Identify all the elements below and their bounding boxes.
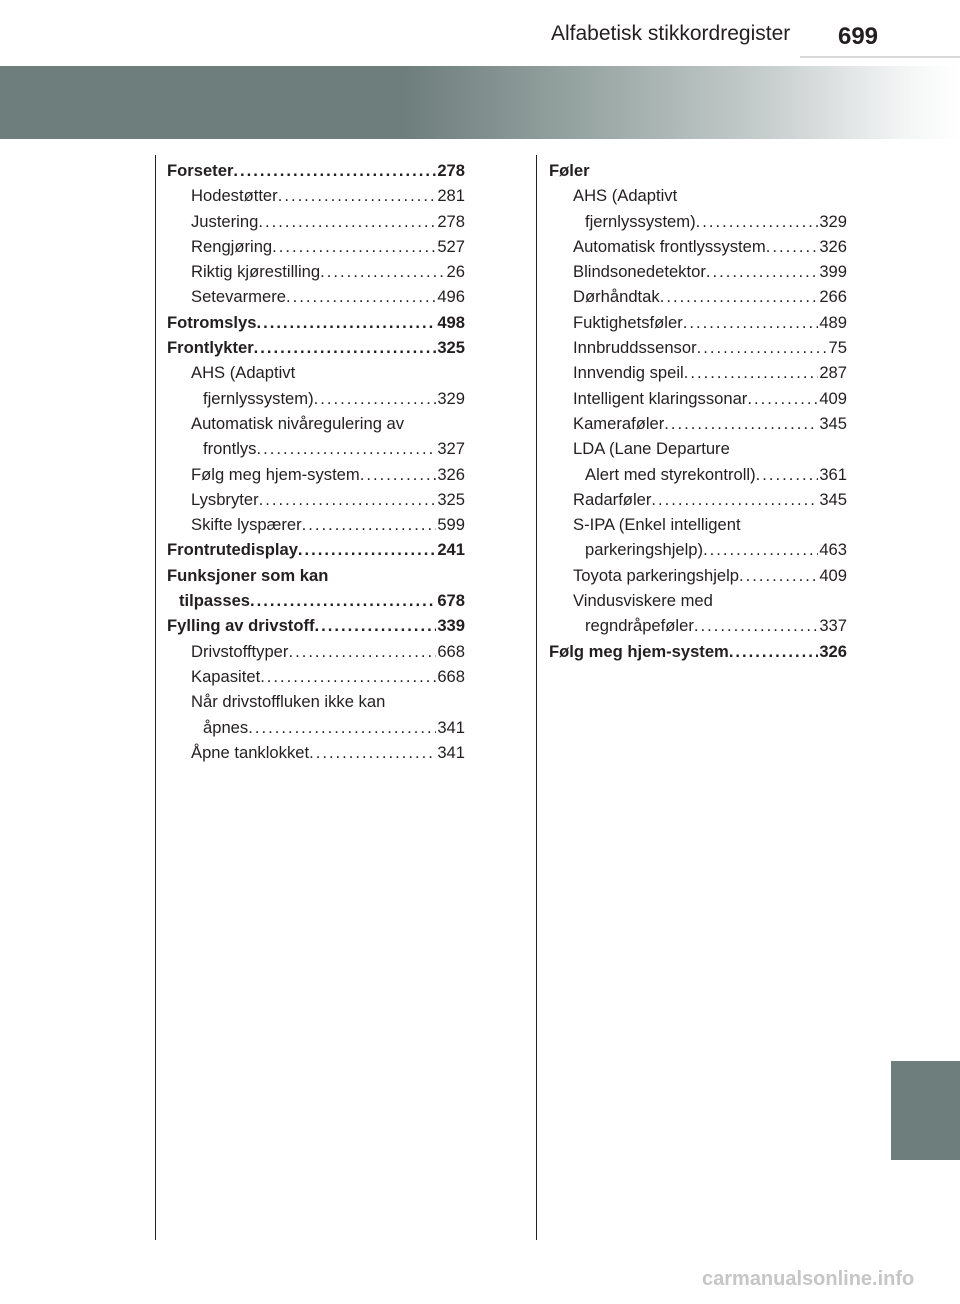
index-entry-page: 345 — [819, 413, 847, 433]
index-entry — [549, 487, 847, 512]
index-entry — [549, 360, 847, 385]
index-entry-page: 329 — [437, 388, 465, 408]
index-entry-line: AHS (Adaptivt — [191, 363, 296, 383]
index-entry-label: Frontlykter — [167, 338, 254, 358]
index-column-right — [549, 158, 847, 664]
dot-leader — [256, 436, 436, 461]
index-entry-label: Justering — [191, 211, 259, 231]
index-entry-page: 345 — [819, 489, 847, 509]
index-entry — [549, 462, 847, 487]
index-entry — [167, 740, 465, 765]
index-entry — [549, 284, 847, 309]
dot-leader — [298, 537, 436, 562]
index-entry-page: 287 — [819, 363, 847, 383]
index-entry-line: LDA (Lane Departure — [573, 439, 730, 459]
column-rule-left — [155, 155, 156, 1240]
index-entry-page: 409 — [819, 565, 847, 585]
index-entry-page: 327 — [437, 439, 465, 459]
index-entry — [167, 613, 465, 638]
dot-leader — [747, 386, 818, 411]
index-entry-label: Kapasitet — [191, 666, 261, 686]
dot-leader — [683, 310, 819, 335]
index-entry — [167, 537, 465, 562]
index-entry-page: 266 — [819, 287, 847, 307]
index-entry-page: 325 — [437, 489, 465, 509]
dot-leader — [651, 487, 818, 512]
index-entry — [549, 613, 847, 638]
index-entry-label: åpnes — [203, 717, 249, 737]
running-header-title: Alfabetisk stikkordregister — [551, 22, 791, 45]
index-entry-label: Lysbryter — [191, 489, 259, 509]
dot-leader — [694, 613, 818, 638]
index-entry-label: Følg meg hjem-system — [191, 464, 360, 484]
dot-leader — [320, 259, 445, 284]
index-entry — [549, 411, 847, 436]
dot-leader — [315, 613, 437, 638]
index-entry-page: 75 — [828, 338, 847, 358]
index-entry — [167, 487, 465, 512]
index-entry-page: 599 — [437, 515, 465, 535]
index-entry-page: 329 — [819, 211, 847, 231]
dot-leader — [703, 537, 818, 562]
index-entry-page: 399 — [819, 262, 847, 282]
index-entry-label: Åpne tanklokket — [191, 742, 310, 762]
dot-leader — [302, 512, 437, 537]
index-entry-label: Følg meg hjem-system — [549, 641, 729, 661]
index-entry — [167, 588, 465, 613]
index-entry-page: 26 — [446, 262, 465, 282]
index-entry-label: Skifte lyspærer — [191, 515, 302, 535]
index-entry — [167, 639, 465, 664]
dot-leader — [664, 411, 818, 436]
index-entry — [167, 310, 465, 335]
dot-leader — [739, 563, 818, 588]
index-entry — [549, 259, 847, 284]
index-entry-label: frontlys — [203, 439, 257, 459]
index-entry — [167, 158, 465, 183]
index-entry-line: AHS (Adaptivt — [573, 186, 678, 206]
index-entry-label: Intelligent klaringssonar — [573, 388, 748, 408]
index-entry-page: 668 — [437, 641, 465, 661]
index-entry-label: Kameraføler — [573, 413, 665, 433]
dot-leader — [309, 740, 436, 765]
header-banner — [0, 66, 960, 139]
index-entry-line: Funksjoner som kan — [167, 565, 329, 585]
index-entry-label: Riktig kjørestilling — [191, 262, 321, 282]
index-entry-line: S-IPA (Enkel intelligent — [573, 515, 741, 535]
index-column-left — [167, 158, 465, 765]
index-entry-page: 463 — [819, 540, 847, 560]
dot-leader — [272, 234, 436, 259]
index-entry-page: 337 — [819, 616, 847, 636]
index-entry-page: 341 — [437, 742, 465, 762]
dot-leader — [729, 639, 819, 664]
index-entry-page: 668 — [437, 666, 465, 686]
dot-leader — [259, 487, 437, 512]
index-entry-page: 678 — [437, 591, 465, 611]
index-entry — [167, 259, 465, 284]
index-entry-page: 496 — [437, 287, 465, 307]
index-entry — [549, 209, 847, 234]
index-entry — [167, 462, 465, 487]
index-entry-label: fjernlyssystem) — [585, 211, 696, 231]
dot-leader — [286, 284, 436, 309]
dot-leader — [278, 183, 437, 208]
index-entry-label: Automatisk frontlyssystem — [573, 236, 766, 256]
index-entry-label: Drivstofftyper — [191, 641, 289, 661]
index-entry — [167, 386, 465, 411]
dot-leader — [696, 209, 819, 234]
index-entry-page: 489 — [819, 312, 847, 332]
index-entry-label: Setevarmere — [191, 287, 286, 307]
dot-leader — [684, 360, 819, 385]
dot-leader — [254, 335, 437, 360]
index-entry-label: Hodestøtter — [191, 186, 278, 206]
index-entry-page: 409 — [819, 388, 847, 408]
index-entry-line: Når drivstoffluken ikke kan — [191, 692, 386, 712]
header-rule — [800, 56, 960, 58]
index-entry — [167, 436, 465, 461]
index-entry-page: 326 — [819, 641, 847, 661]
index-entry — [549, 234, 847, 259]
index-entry-label: Fotromslys — [167, 312, 257, 332]
index-entry-page: 339 — [437, 616, 465, 636]
dot-leader — [697, 335, 828, 360]
index-entry-label: Dørhåndtak — [573, 287, 660, 307]
index-entry-page: 341 — [437, 717, 465, 737]
dot-leader — [260, 664, 436, 689]
index-entry — [167, 209, 465, 234]
dot-leader — [258, 209, 436, 234]
index-entry — [549, 386, 847, 411]
dot-leader — [706, 259, 818, 284]
index-entry-line: Automatisk nivåregulering av — [191, 413, 405, 433]
dot-leader — [756, 462, 819, 487]
index-entry-label: parkeringshjelp) — [585, 540, 704, 560]
index-entry — [167, 715, 465, 740]
index-entry-label: tilpasses — [179, 591, 251, 611]
column-rule-middle — [536, 155, 537, 1240]
index-entry-page: 241 — [437, 540, 465, 560]
index-entry-label: Radarføler — [573, 489, 652, 509]
dot-leader — [233, 158, 436, 183]
dot-leader — [660, 284, 819, 309]
index-entry-label: fjernlyssystem) — [203, 388, 314, 408]
index-entry-label: Innbruddssensor — [573, 338, 697, 358]
index-entry-label: Fuktighetsføler — [573, 312, 683, 332]
index-entry-page: 527 — [437, 236, 465, 256]
index-entry-page: 278 — [437, 211, 465, 231]
page-number: 699 — [837, 23, 879, 50]
dot-leader — [248, 715, 436, 740]
dot-leader — [314, 386, 437, 411]
index-entry — [167, 664, 465, 689]
index-entry — [549, 639, 847, 664]
index-entry-line: Føler — [549, 161, 590, 180]
index-entry-page: 326 — [819, 236, 847, 256]
index-entry — [167, 284, 465, 309]
watermark: carmanualsonline.info — [702, 1268, 915, 1290]
index-entry — [167, 512, 465, 537]
index-entry-label: Forseter — [167, 161, 234, 180]
index-entry-label: Innvendig speil — [573, 363, 684, 383]
index-entry-page: 498 — [437, 312, 465, 332]
dot-leader — [288, 639, 436, 664]
index-entry-line: Vindusviskere med — [573, 591, 713, 611]
dot-leader — [766, 234, 819, 259]
index-entry — [549, 335, 847, 360]
index-entry — [167, 335, 465, 360]
index-entry-label: Frontrutedisplay — [167, 540, 298, 560]
index-entry-page: 326 — [437, 464, 465, 484]
index-entry-page: 361 — [819, 464, 847, 484]
index-entry — [549, 563, 847, 588]
index-entry — [167, 183, 465, 208]
index-entry-page: 325 — [437, 338, 465, 358]
dot-leader — [360, 462, 437, 487]
index-entry-label: regndråpeføler — [585, 616, 694, 636]
chapter-tab — [891, 1061, 960, 1160]
dot-leader — [250, 588, 436, 613]
index-entry-label: Blindsonedetektor — [573, 262, 706, 282]
index-entry-page: 281 — [437, 186, 465, 206]
index-entry-label: Alert med styrekontroll) — [585, 464, 756, 484]
index-entry-label: Rengjøring — [191, 236, 273, 256]
index-entry — [549, 310, 847, 335]
dot-leader — [256, 310, 436, 335]
index-entry-label: Fylling av drivstoff — [167, 616, 315, 636]
index-entry-page: 278 — [437, 161, 465, 180]
index-entry-label: Toyota parkeringshjelp — [573, 565, 740, 585]
index-entry — [167, 234, 465, 259]
index-entry — [549, 537, 847, 562]
